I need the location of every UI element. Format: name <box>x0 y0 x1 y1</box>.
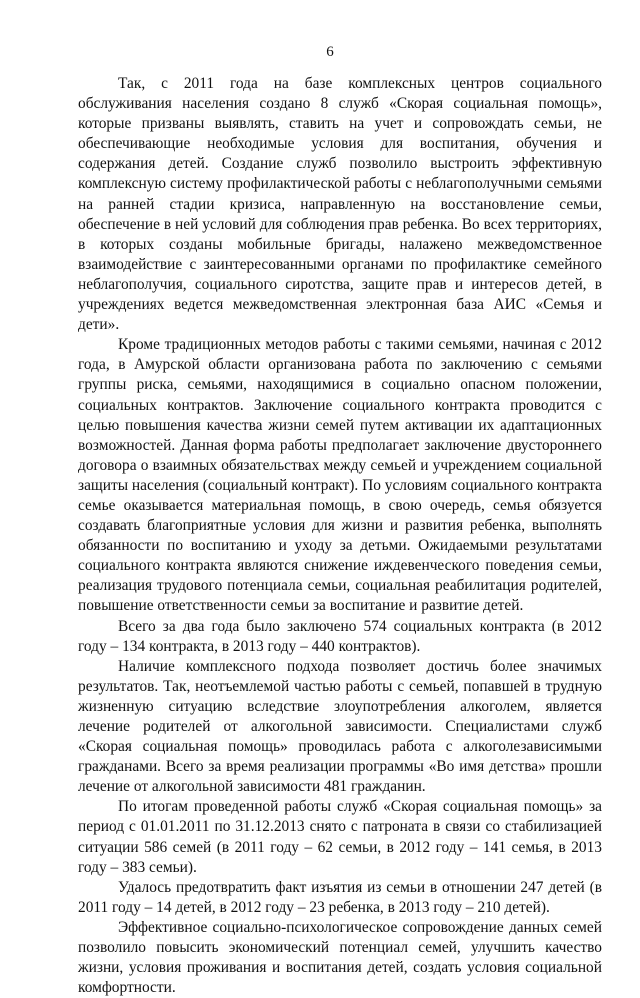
page-number: 6 <box>326 44 334 60</box>
paragraph-children-prevented: Удалось предотвратить факт изъятия из семьи в отношении 247 детей (в 2011 году – 14 детей, в 2012 году – 23 ребенка, в 2013 году – 210 детей). <box>78 878 602 916</box>
paragraph-conclusion: Эффективное социально-психологическое сопровождение данных семей позволило повысить экономический потенциал семей, улучшить качество жизни, условия проживания и воспитания детей, создать условия социальной комфортности. <box>78 918 602 997</box>
paragraph-contracts-total: Всего за два года было заключено 574 социальных контракта (в 2012 году – 134 контракта, в 2013 году – 440 контрактов). <box>78 617 602 655</box>
paragraph-social-contracts: Кроме традиционных методов работы с такими семьями, начиная с 2012 года, в Амурской области организована работа по заключению с семьями группы риска, семьями, находящимися в социально опасном положении, социальных контрактов. Заключение социального контракта проводится с целью повышения качества жизни семей путем активации их адаптационных возможностей. Данная форма работы предполагает заключение двустороннего договора о взаимных обязательствах между семьей и учреждением социальной защиты населения (социальный контракт). По условиям социального контракта семье оказывается материальная помощь, в свою очередь, семья обязуется создавать благоприятные условия для жизни и развития ребенка, выполнять обязанности по воспитанию и уходу за детьми. Ожидаемыми результатами социального контракта являются снижение иждевенческого поведения семьи, реализация трудового потенциала семьи, социальная реабилитация родителей, повышение ответственности семьи за воспитание и развитие детей. <box>78 336 602 615</box>
paragraph-alcohol-treatment: Наличие комплексного подхода позволяет достичь более значимых результатов. Так, неотъемлемой частью работы с семьей, попавшей в трудную жизненную ситуацию вследствие злоупотребления алкоголем, является лечение родителей от алкогольной зависимости. Специалистами служб «Скорая социальная помощь» проводилась работа с алкоголезависимыми гражданами. Всего за время реализации программы «Во имя детства» прошли лечение от алкогольной зависимости 481 гражданин. <box>78 657 602 796</box>
paragraph-ambulance-services: Так, с 2011 года на базе комплексных центров социального обслуживания населения создано 8 служб «Скорая социальная помощь», которые призваны выявлять, ставить на учет и сопровождать семьи, не обеспечивающие необходимые условия для воспитания, обучения и содержания детей. Создание служб позволило выстроить эффективную комплексную систему профилактической работы с неблагополучными семьями на ранней стадии кризиса, направленную на восстановление семьи, обеспечение в ней условий для соблюдения прав ребенка. Во всех территориях, в которых созданы мобильные бригады, налажено межведомственное взаимодействие с заинтересованными органами по профилактике семейного неблагополучия, социального сиротства, защите прав и интересов детей, в учреждениях ведется межведомственная электронная база АИС «Семья и дети». <box>78 75 602 334</box>
paragraph-families-removed: По итогам проведенной работы служб «Скорая социальная помощь» за период с 01.01.2011 по 31.12.2013 снято с патроната в связи со стабилизацией ситуации 586 семей (в 2011 году – 62 семьи, в 2012 году – 141 семья, в 2013 году – 383 семьи). <box>78 798 602 876</box>
